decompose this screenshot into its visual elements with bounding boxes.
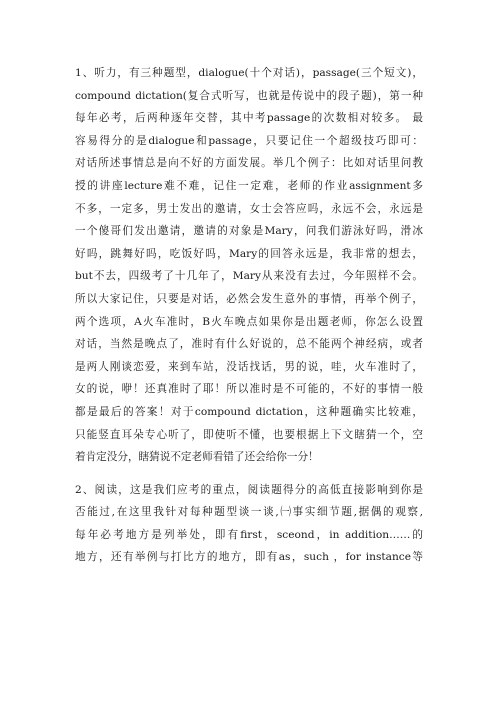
- document-page: [75, 62, 423, 569]
- text-line: 容易得分的是dialogue和passage，只要记住一个超级技巧即可：: [75, 134, 423, 147]
- text-line: 好吗，跳舞好吗，吃饭好吗，Mary的回答永远是，我非常的想去，: [75, 247, 423, 260]
- text-line: 只能竖直耳朵专心听了，即使听不懂，也要根据上下文瞎猜一个，空: [75, 428, 423, 441]
- text-line: 否能过,在这里我针对每种题型谈一谈,㈠事实细节题,据偶的观察,: [75, 506, 423, 519]
- text-line: 所以大家记住，只要是对话，必然会发生意外的事情，再举个例子，: [75, 292, 423, 305]
- text-line: 不多，一定多，男士发出的邀请，女士会答应吗，永远不会，永远是: [75, 202, 423, 215]
- text-line: 每年必考，后两种逐年交替，其中考passage的次数相对较多。 最: [75, 112, 423, 125]
- text-line: 都是最后的答案！对于compound dictation，这种题确实比较难，: [75, 405, 423, 418]
- text-line: 1、听力，有三种题型，dialogue(十个对话)，passage(三个短文)，: [75, 67, 423, 79]
- text-line: 地方，还有举例与打比方的地方，即有as，such ，for instance等: [75, 551, 423, 564]
- text-line: compound dictation(复合式听写，也就是传说中的段子题)，第一种: [75, 89, 423, 102]
- text-line: 一个傻哥们发出邀请，邀请的对象是Mary，问我们游泳好吗，滑冰: [75, 225, 423, 238]
- text-line: 两个选项，A火车准时，B火车晚点如果你是出题老师，你怎么设置: [75, 315, 423, 328]
- text-line: 对话，当然是晚点了，准时有什么好说的，总不能两个神经病，或者: [75, 338, 423, 351]
- text-line: 2、阅读，这是我们应考的重点，阅读题得分的高低直接影响到你是: [75, 483, 423, 496]
- paragraph-listening: [75, 62, 423, 469]
- text-line: 对话所述事情总是向不好的方面发展。举几个例子：比如对话里问教: [75, 157, 423, 170]
- text-line: 授的讲座lecture难不难，记住一定难，老师的作业assignment多: [75, 179, 423, 192]
- text-line: 每年必考地方是列举处，即有first，sceond，in addition……的: [75, 528, 423, 541]
- text-line: 女的说，咿！还真准时了耶！所以准时是不可能的，不好的事情一般: [75, 383, 423, 396]
- text-line: 着肯定没分，瞎猜说不定老师看错了还会给你一分！: [75, 451, 319, 464]
- text-line: 是两人刚谈恋爱，来到车站，没话找话，男的说，哇，火车准时了，: [75, 360, 423, 373]
- text-line: but不去，四级考了十几年了，Mary从来没有去过，今年照样不会。: [75, 270, 423, 283]
- paragraph-spacer: [75, 469, 423, 479]
- paragraph-reading: [75, 479, 423, 569]
